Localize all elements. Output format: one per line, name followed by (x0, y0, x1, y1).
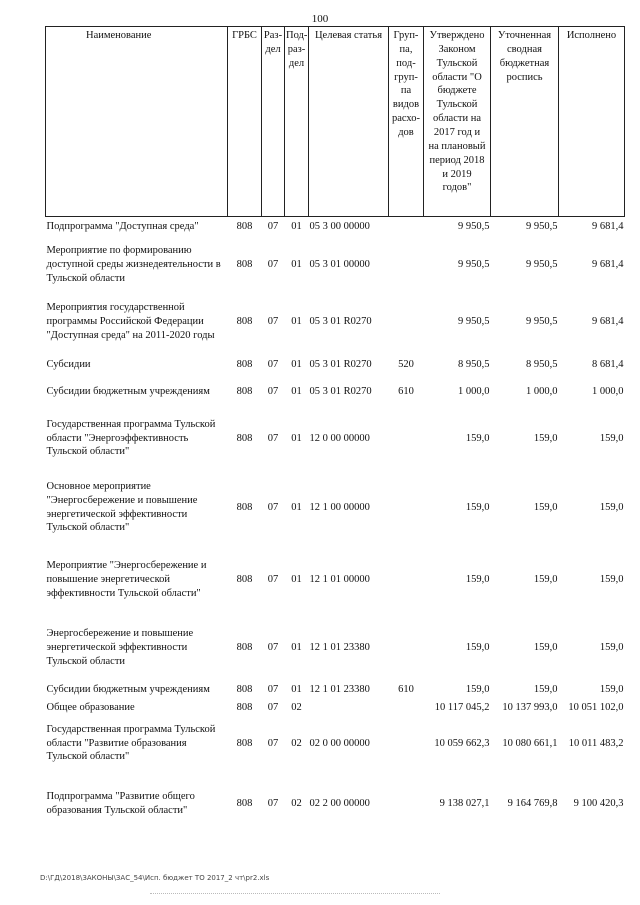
row-executed: 159,0 (599, 642, 624, 654)
row-vr: 610 (398, 683, 414, 695)
row-refined: 159,0 (533, 432, 558, 444)
row-refined: 159,0 (533, 683, 558, 695)
row-name: Субсидии (46, 359, 91, 371)
budget-table (45, 26, 625, 836)
table-row (46, 380, 625, 405)
row-grbs: 808 (236, 386, 253, 398)
row-approved: 10 117 045,2 (434, 702, 490, 714)
table-row (46, 543, 625, 618)
row-executed: 10 051 102,0 (568, 702, 624, 714)
row-csr: 12 1 00 00000 (309, 501, 370, 513)
row-name: Мероприятия государственной программы Российской Федерации "Доступная среда" на 2011-2020 годы (46, 302, 215, 341)
table-row (46, 237, 625, 294)
row-vr (389, 237, 424, 294)
header-refined: Уточненная сводная бюджетная роспись (491, 27, 559, 217)
header-name: Наименование (46, 27, 228, 217)
row-podrazdel: 01 (291, 501, 302, 513)
row-name: Основное мероприятие "Энергосбережение и повышение энергетической эффективности Тульской области" (46, 480, 198, 534)
row-grbs: 808 (236, 259, 253, 271)
row-vr (389, 543, 424, 618)
file-path-footer: D:\ГД\2018\ЗАКОНЫ\ЗАС_54\Исп. бюджет ТО 2017_2 чт\pr2.xls (40, 874, 270, 882)
row-vr (389, 772, 424, 836)
row-approved: 10 059 662,3 (434, 737, 490, 749)
header-approved: Утверждено Законом Тульской области "О бюджете Тульской области на 2017 год и на плановый период 2018 и 2019 годов" (424, 27, 491, 217)
row-razdel: 07 (267, 683, 279, 695)
row-podrazdel: 01 (291, 642, 302, 654)
row-podrazdel: 02 (291, 737, 302, 749)
row-refined: 8 950,5 (526, 359, 558, 371)
row-grbs: 808 (236, 574, 253, 586)
row-csr: 05 3 01 R0270 (309, 386, 372, 398)
header-grbs: ГРБС (228, 27, 262, 217)
row-approved: 8 950,5 (458, 359, 490, 371)
row-name: Мероприятие "Энергосбережение и повышение энергетической эффективности Тульской области" (46, 560, 207, 599)
row-razdel: 07 (267, 574, 279, 586)
table-row (46, 351, 625, 380)
row-approved: 9 950,5 (458, 259, 490, 271)
row-executed: 159,0 (599, 574, 624, 586)
row-vr (389, 701, 424, 716)
row-grbs: 808 (236, 737, 253, 749)
row-approved: 159,0 (465, 501, 490, 513)
row-executed: 159,0 (599, 683, 624, 695)
row-approved: 159,0 (465, 432, 490, 444)
row-executed: 9 681,4 (592, 316, 624, 328)
table-row (46, 294, 625, 351)
row-executed: 9 681,4 (592, 259, 624, 271)
row-name: Подпрограмма "Доступная среда" (46, 220, 199, 232)
row-refined: 9 950,5 (526, 220, 558, 232)
row-podrazdel: 02 (291, 797, 302, 809)
row-grbs: 808 (236, 220, 253, 232)
row-name: Общее образование (46, 702, 135, 714)
row-razdel: 07 (267, 501, 279, 513)
row-grbs: 808 (236, 501, 253, 513)
page-number: 100 (311, 13, 329, 25)
row-vr (389, 294, 424, 351)
table-row (46, 217, 625, 237)
row-grbs: 808 (236, 642, 253, 654)
row-name: Субсидии бюджетным учреждениям (46, 683, 210, 695)
row-razdel: 07 (267, 797, 279, 809)
row-csr: 05 3 01 00000 (309, 259, 370, 271)
row-csr: 12 1 01 23380 (309, 642, 370, 654)
row-vr (389, 405, 424, 473)
row-grbs: 808 (236, 683, 253, 695)
row-podrazdel: 01 (291, 316, 302, 328)
row-executed: 9 100 420,3 (573, 797, 624, 809)
row-grbs: 808 (236, 316, 253, 328)
row-refined: 159,0 (533, 574, 558, 586)
row-csr: 12 0 00 00000 (309, 432, 370, 444)
faint-footer-line (150, 893, 440, 895)
header-executed: Исполнено (559, 27, 625, 217)
row-grbs: 808 (236, 702, 253, 714)
row-vr (389, 473, 424, 543)
row-razdel: 07 (267, 737, 279, 749)
row-refined: 10 080 661,1 (502, 737, 558, 749)
row-podrazdel: 01 (291, 574, 302, 586)
row-vr (389, 618, 424, 679)
row-approved: 159,0 (465, 683, 490, 695)
row-refined: 159,0 (533, 501, 558, 513)
row-csr: 05 3 01 R0270 (309, 316, 372, 328)
row-razdel: 07 (267, 316, 279, 328)
row-refined: 1 000,0 (526, 386, 558, 398)
row-podrazdel: 01 (291, 386, 302, 398)
row-name: Субсидии бюджетным учреждениям (46, 386, 210, 398)
row-csr: 05 3 01 R0270 (309, 359, 372, 371)
row-name: Подпрограмма "Развитие общего образования Тульской области" (46, 790, 195, 816)
table-row (46, 679, 625, 701)
row-csr (309, 701, 389, 716)
row-csr: 02 0 00 00000 (309, 737, 370, 749)
header-podrazdel: Под- раз- дел (285, 27, 309, 217)
row-csr: 12 1 01 00000 (309, 574, 370, 586)
row-podrazdel: 01 (291, 432, 302, 444)
row-name: Энергосбережение и повышение энергетической эффективности Тульской области (46, 628, 194, 667)
row-razdel: 07 (267, 702, 279, 714)
row-approved: 159,0 (465, 574, 490, 586)
table-row (46, 701, 625, 716)
row-executed: 159,0 (599, 501, 624, 513)
row-refined: 9 950,5 (526, 259, 558, 271)
row-executed: 9 681,4 (592, 220, 624, 232)
row-razdel: 07 (267, 642, 279, 654)
table-row (46, 772, 625, 836)
table-row (46, 473, 625, 543)
row-name: Мероприятие по формированию доступной среды жизнедеятельности в Тульской области (46, 245, 221, 284)
row-podrazdel: 01 (291, 359, 302, 371)
row-vr (389, 217, 424, 237)
row-approved: 9 950,5 (458, 220, 490, 232)
header-razdel: Раз- дел (262, 27, 285, 217)
row-name: Государственная программа Тульской области "Развитие образования Тульской области" (46, 723, 216, 763)
row-grbs: 808 (236, 359, 253, 371)
row-razdel: 07 (267, 220, 279, 232)
row-name: Государственная программа Тульской области "Энергоэффективность Тульской области" (46, 418, 216, 458)
row-vr: 610 (398, 386, 414, 398)
row-razdel: 07 (267, 432, 279, 444)
row-executed: 159,0 (599, 432, 624, 444)
row-approved: 1 000,0 (458, 386, 490, 398)
row-refined: 9 164 769,8 (507, 797, 558, 809)
table-row (46, 716, 625, 772)
row-csr: 02 2 00 00000 (309, 797, 370, 809)
row-grbs: 808 (236, 432, 253, 444)
row-csr: 12 1 01 23380 (309, 683, 370, 695)
row-executed: 10 011 483,2 (568, 737, 624, 749)
header-csr: Целевая статья (309, 27, 389, 217)
row-approved: 9 138 027,1 (439, 797, 490, 809)
table-row (46, 618, 625, 679)
row-csr: 05 3 00 00000 (309, 220, 370, 232)
table-header-row (46, 27, 625, 217)
row-razdel: 07 (267, 386, 279, 398)
row-vr (389, 716, 424, 772)
row-grbs: 808 (236, 797, 253, 809)
row-podrazdel: 02 (291, 702, 302, 714)
row-refined: 9 950,5 (526, 316, 558, 328)
row-executed: 8 681,4 (592, 359, 624, 371)
row-approved: 159,0 (465, 642, 490, 654)
row-podrazdel: 01 (291, 220, 302, 232)
row-razdel: 07 (267, 359, 279, 371)
row-approved: 9 950,5 (458, 316, 490, 328)
row-podrazdel: 01 (291, 683, 302, 695)
row-podrazdel: 01 (291, 259, 302, 271)
row-vr: 520 (398, 359, 414, 371)
row-razdel: 07 (267, 259, 279, 271)
row-refined: 159,0 (533, 642, 558, 654)
table-row (46, 405, 625, 473)
header-vr: Груп- па, под- груп- па видов расхо- дов (389, 27, 424, 217)
row-refined: 10 137 993,0 (502, 702, 558, 714)
row-executed: 1 000,0 (592, 386, 624, 398)
